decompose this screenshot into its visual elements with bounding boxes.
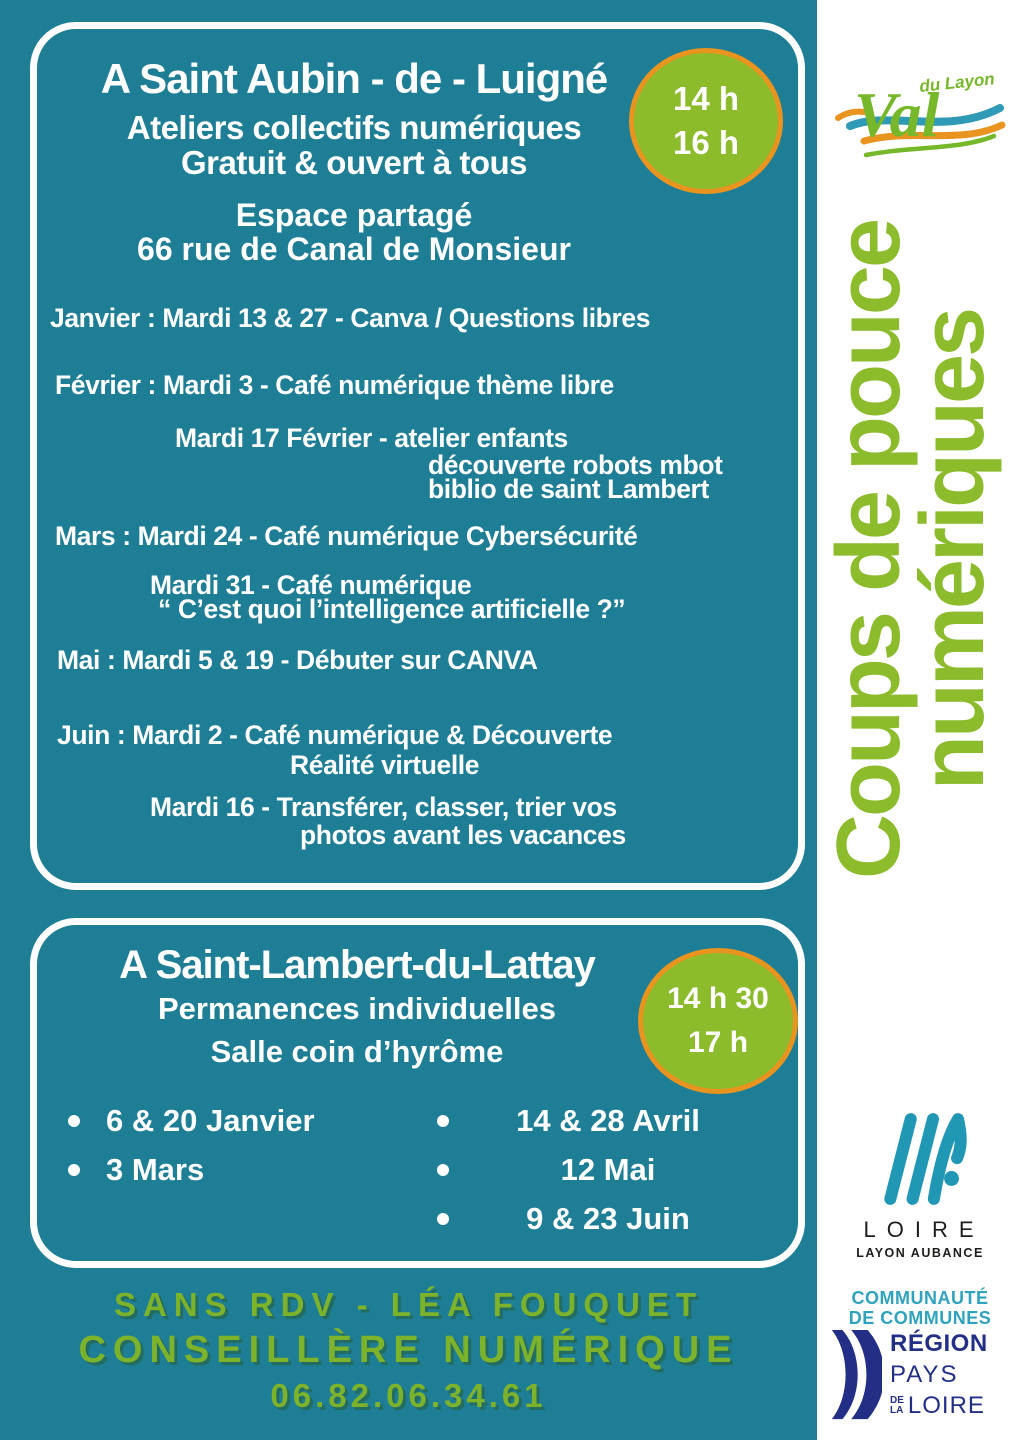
bullet-icon bbox=[68, 1164, 80, 1176]
schedule-line: Mardi 31 - Café numérique bbox=[150, 570, 472, 600]
saint-aubin-section bbox=[30, 22, 805, 890]
schedule-line: photos avant les vacances bbox=[300, 820, 626, 850]
schedule-line: Janvier : Mardi 13 & 27 - Canva / Questions libres bbox=[50, 303, 651, 333]
region-loire-word: LOIRE bbox=[907, 1392, 985, 1419]
saint-aubin-hours-badge bbox=[629, 48, 783, 194]
saint-aubin-venue-line-2: 66 rue de Canal de Monsieur bbox=[137, 231, 571, 267]
saint-lambert-hours-badge bbox=[638, 948, 798, 1094]
region-word: RÉGION bbox=[890, 1330, 988, 1357]
region-la: LA bbox=[890, 1405, 904, 1416]
bullet-icon bbox=[68, 1115, 80, 1127]
saint-aubin-venue-line-1: Espace partagé bbox=[235, 197, 473, 233]
val-logo-suffix: du Layon bbox=[918, 69, 996, 96]
date-label: 14 & 28 Avril bbox=[516, 1103, 700, 1138]
bullet-icon bbox=[437, 1213, 449, 1225]
region-pays-word: PAYS bbox=[890, 1361, 959, 1388]
lla-logo-name: LOIRE bbox=[863, 1217, 985, 1242]
val-du-layon-logo bbox=[828, 48, 1008, 168]
date-item bbox=[68, 1103, 315, 1139]
lla-logo-icon bbox=[855, 1108, 985, 1210]
contact-name-line: SANS RDV - LÉA FOUQUET bbox=[113, 1286, 704, 1323]
badge-hour-end: 17 h bbox=[687, 1026, 749, 1059]
lla-logo-subname: LAYON AUBANCE bbox=[856, 1246, 984, 1260]
region-logo-text bbox=[890, 1330, 988, 1420]
saint-aubin-subtitle-1: Ateliers collectifs numériques bbox=[126, 109, 582, 146]
bullet-icon bbox=[437, 1115, 449, 1127]
region-chevrons-icon bbox=[830, 1330, 882, 1422]
date-item bbox=[437, 1152, 767, 1188]
communaute-de-communes-label bbox=[830, 1288, 1010, 1328]
saint-lambert-title: A Saint-Lambert-du-Lattay bbox=[119, 943, 595, 987]
schedule-line: biblio de saint Lambert bbox=[428, 474, 709, 504]
contact-role-line: CONSEILLÈRE NUMÉRIQUE bbox=[78, 1329, 739, 1371]
contact-phone: 06.82.06.34.61 bbox=[270, 1377, 547, 1414]
region-loire-row bbox=[890, 1392, 988, 1420]
schedule-line: découverte robots mbot bbox=[428, 450, 723, 480]
schedule-line: Juin : Mardi 2 - Café numérique & Découverte bbox=[57, 720, 613, 750]
badge-hour-start: 14 h 30 bbox=[667, 982, 769, 1015]
communaute-line-1: COMMUNAUTÉ bbox=[851, 1288, 989, 1308]
date-item bbox=[68, 1152, 204, 1188]
date-label: 9 & 23 Juin bbox=[526, 1201, 690, 1236]
vertical-title-line-2: numériques bbox=[903, 309, 1003, 791]
loire-layon-aubance-logo bbox=[840, 1108, 1000, 1260]
saint-lambert-section bbox=[30, 918, 805, 1268]
region-de: DE bbox=[890, 1395, 904, 1406]
date-label: 6 & 20 Janvier bbox=[106, 1103, 315, 1138]
saint-aubin-subtitle-2: Gratuit & ouvert à tous bbox=[180, 144, 528, 181]
region-de-la-stack bbox=[890, 1396, 904, 1416]
schedule-line: Mai : Mardi 5 & 19 - Débuter sur CANVA bbox=[57, 645, 538, 675]
schedule-line: Mardi 17 Février - atelier enfants bbox=[175, 423, 568, 453]
saint-lambert-subtitle-2: Salle coin d’hyrôme bbox=[210, 1034, 504, 1069]
sidebar bbox=[817, 0, 1024, 1448]
date-item bbox=[437, 1103, 767, 1139]
schedule-line: Mardi 16 - Transférer, classer, trier vos bbox=[150, 792, 617, 822]
schedule-line: “ C’est quoi l’intelligence artificielle ?” bbox=[158, 594, 626, 624]
saint-aubin-title: A Saint Aubin - de - Luigné bbox=[100, 55, 608, 102]
bullet-icon bbox=[437, 1164, 449, 1176]
val-logo-word: Val bbox=[854, 79, 940, 150]
vertical-title-line-1: Coups de pouce bbox=[819, 220, 919, 880]
saint-lambert-subtitle-1: Permanences individuelles bbox=[157, 991, 556, 1026]
region-pays-de-la-loire-logo bbox=[830, 1330, 1020, 1422]
date-label: 3 Mars bbox=[106, 1152, 205, 1187]
badge-hour-end: 16 h bbox=[672, 124, 740, 161]
badge-hour-start: 14 h bbox=[672, 80, 740, 117]
schedule-line: Mars : Mardi 24 - Café numérique Cybersécurité bbox=[55, 521, 638, 551]
vertical-title bbox=[819, 160, 1003, 940]
schedule-line: Février : Mardi 3 - Café numérique thème libre bbox=[55, 370, 614, 400]
communaute-line-2: DE COMMUNES bbox=[848, 1308, 992, 1328]
date-item bbox=[437, 1201, 767, 1237]
schedule-line: Réalité virtuelle bbox=[290, 750, 480, 780]
date-label: 12 Mai bbox=[560, 1152, 656, 1187]
